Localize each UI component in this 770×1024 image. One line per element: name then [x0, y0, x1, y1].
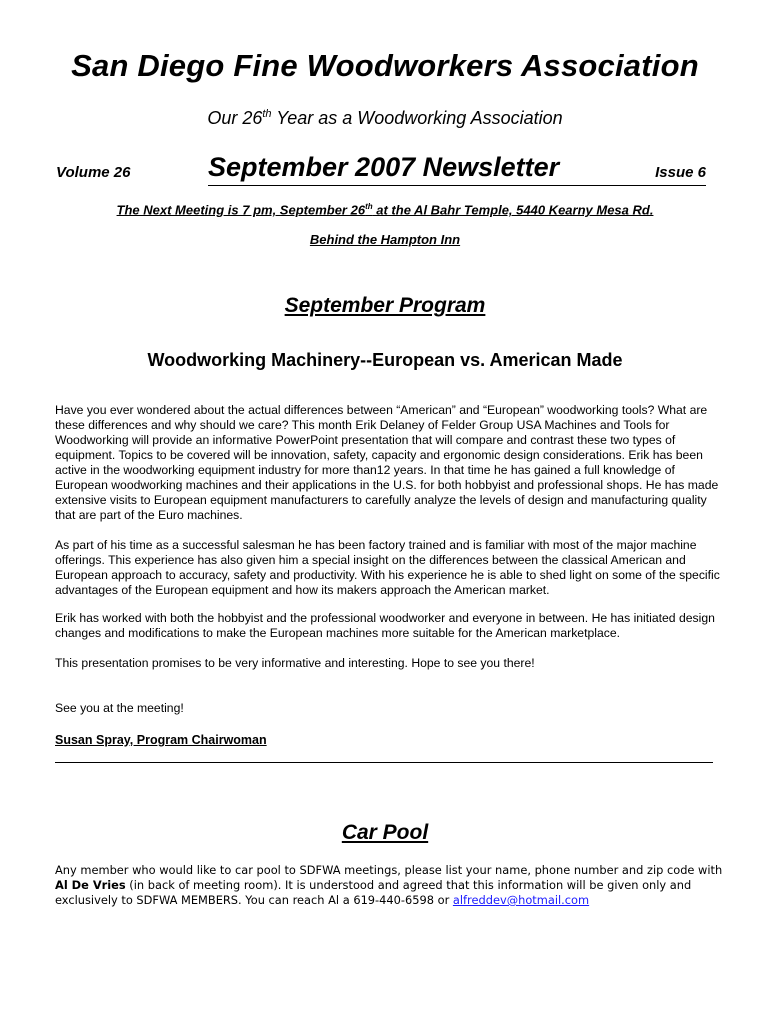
program-paragraph-3: Erik has worked with both the hobbyist and the professional woodworker and everyone in between. He has initiated design changes and modifications to make the European machines more suitable for the American marketplace.: [55, 611, 715, 640]
subtitle-superscript: th: [262, 108, 272, 120]
meeting-location-note: Behind the Hampton Inn: [309, 232, 461, 247]
program-paragraph-5: See you at the meeting!: [55, 701, 184, 715]
volume-issue-row: [56, 152, 706, 188]
program-paragraph-1: Have you ever wondered about the actual differences between “American” and “European” woodworking tools? What are these differences and why should we care? This month Erik Delaney of Felder Group USA Machines and Tools for Woodworking will provide an informative PowerPoint presentation that will compare and contrast these two types of equipment. Topics to be covered will be innovation, safety, capacity and ergonomic design considerations. Erik has been active in the woodworking equipment industry for more than12 years. In that time he has gained a full knowledge of European woodworking machines and their applications in the U.S. for both hobbyist and professional shops. He has made extensive visits to European equipment manufacturers to carefully analyze the levels of design and manufacturing quality that are part of the Euro machines.: [55, 403, 719, 522]
carpool-paragraph: [55, 863, 725, 908]
newsletter-issue-title: September 2007 Newsletter: [208, 152, 560, 182]
title-underline: [208, 185, 706, 186]
newsletter-masthead-title: San Diego Fine Woodworkers Association: [71, 48, 699, 83]
carpool-email-link[interactable]: alfreddev@hotmail.com: [452, 893, 590, 907]
issue-label: Issue 6: [655, 164, 706, 181]
program-paragraph-2: As part of his time as a successful salesman he has been factory trained and is familiar with most of the major machine offerings. This experience has also given him a special insight on the differences between the classical American and European approach to accuracy, safety and productivity. With his experience he is able to shed light on some of the specific advantages of the European equipment and how its makers approach the American market.: [55, 538, 720, 597]
carpool-heading: Car Pool: [341, 821, 429, 844]
next-meeting-line: [0, 202, 770, 217]
carpool-text-end: (in back of meeting room). It is understood and agreed that this information will be given only and exclusively to SDFWA MEMBERS. You can reach Al a 619-440-6598 or: [55, 878, 692, 907]
program-heading: September Program: [284, 294, 486, 317]
subtitle-text-start: Our 26: [207, 108, 263, 128]
subtitle-text-end: Year as a Woodworking Association: [271, 108, 563, 128]
masthead-subtitle: [0, 108, 770, 129]
volume-label: Volume 26: [56, 164, 131, 181]
program-topic: Woodworking Machinery--European vs. American Made: [147, 350, 623, 370]
meeting-text-start: The Next Meeting is 7 pm, September 26: [116, 202, 366, 218]
carpool-text-start: Any member who would like to car pool to SDFWA meetings, please list your name, phone number and zip code with: [55, 863, 723, 877]
program-signature: Susan Spray, Program Chairwoman: [55, 733, 267, 747]
section-divider: [55, 762, 713, 763]
program-paragraph-4: This presentation promises to be very informative and interesting. Hope to see you there!: [55, 656, 535, 670]
meeting-text-end: at the Al Bahr Temple, 5440 Kearny Mesa Rd.: [372, 202, 654, 218]
meeting-superscript: th: [365, 202, 373, 211]
carpool-contact-name: Al De Vries: [55, 878, 126, 892]
